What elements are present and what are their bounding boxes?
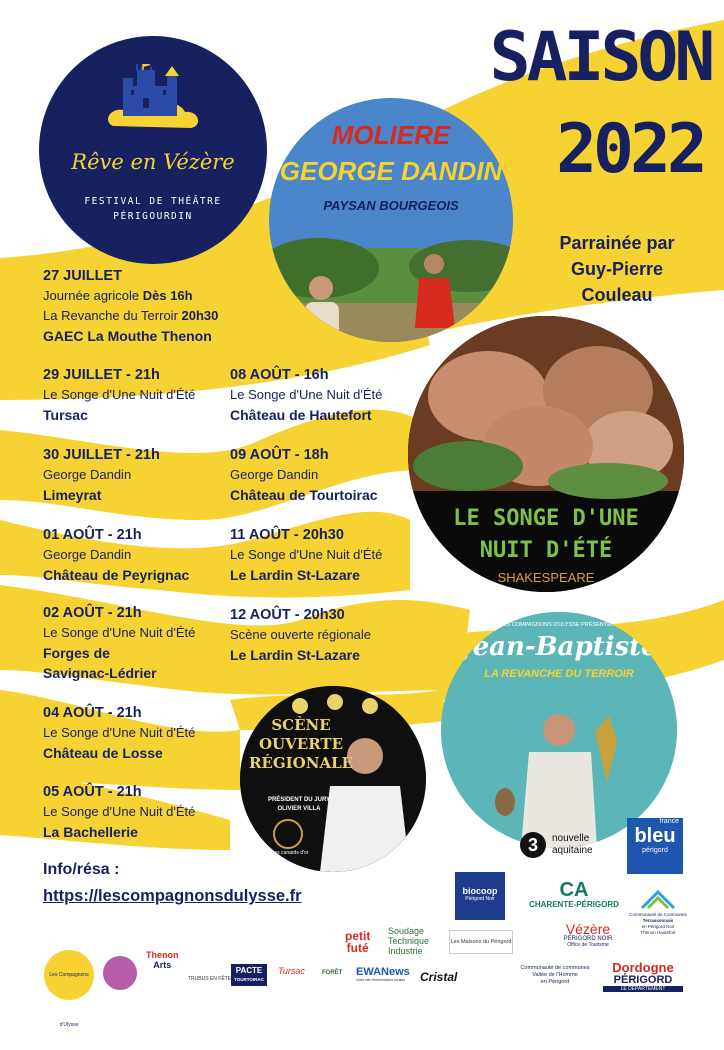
logo-tursac: Tursac: [278, 966, 305, 976]
event-line: [43, 286, 218, 306]
biocoop-name: biocoop: [462, 886, 498, 896]
festival-name: Rêve en Vézère: [71, 150, 235, 174]
logo-foret: FORÊT: [322, 970, 343, 976]
logo-dordogne: [603, 961, 683, 992]
logo-compagnons-ulysse: Les Compagnons d'Ulysse: [44, 950, 94, 1000]
logo-pacte: [231, 964, 267, 986]
event-date: 08 AOÛT - 16h: [230, 367, 329, 383]
logo-trubus: TRUBUS EN FÊTE: [188, 976, 232, 982]
poster-scene-image: [240, 686, 426, 872]
event-place: GAEC La Mouthe Thenon: [43, 328, 212, 344]
castle-icon: [103, 64, 203, 144]
event-line: [43, 306, 218, 326]
event-right-0: [230, 365, 382, 425]
poster-songe-author: SHAKESPEARE: [497, 570, 595, 585]
title-saison: SAISON: [489, 18, 712, 97]
logo-ewanews: [356, 966, 418, 982]
france3-line1: nouvelle: [552, 833, 590, 844]
poster-scene-line3: RÉGIONALE: [248, 754, 354, 772]
event-place: La Bachellerie: [43, 824, 138, 840]
poster-george-dandin: [269, 98, 513, 342]
event-place: Château de Tourtoirac: [230, 487, 378, 503]
poster-scene-jury1: PRÉSIDENT DU JURY: [267, 797, 331, 803]
event-left-5: [43, 703, 195, 763]
event-place: Château de Peyrignac: [43, 567, 190, 583]
event-place: Tursac: [43, 407, 88, 423]
event-place: Le Lardin St-Lazare: [230, 567, 360, 583]
logo-credit-agricole: CA CHARENTE-PÉRIGORD: [529, 879, 619, 909]
title-year: 2022: [556, 110, 704, 189]
event-place: Château de Losse: [43, 745, 163, 761]
festival-subtitle-line1: FESTIVAL DE THÉÂTRE: [84, 196, 222, 207]
event-line: Le Songe d'Une Nuit d'Été: [43, 387, 196, 402]
poster-jean-baptiste: [441, 612, 677, 848]
event-place: Château de Hautefort: [230, 407, 372, 423]
bleu-big: bleu: [634, 825, 676, 847]
poster-scene-title: [246, 716, 356, 773]
poster-scene-jury: [254, 796, 344, 814]
ca-name: CHARENTE-PÉRIGORD: [529, 900, 619, 909]
france3-line2: aquitaine: [552, 845, 593, 856]
dordogne-line2: PÉRIGORD: [613, 974, 673, 986]
ewa-name: EWANews: [356, 966, 410, 978]
event-line: Le Songe d'Une Nuit d'Été: [43, 725, 196, 740]
website-link[interactable]: https://lescompagnonsdulysse.fr: [43, 887, 302, 905]
event-right-1: [230, 445, 378, 505]
vezere-sub: PÉRIGORD NOIR: [563, 936, 613, 942]
logo-france3: [520, 832, 593, 858]
event-date: 27 JUILLET: [43, 268, 122, 284]
pacte-line2: TOURTOIRAC: [234, 977, 264, 982]
event-left-4: [43, 603, 195, 683]
event-place: Forges de: [43, 645, 110, 661]
bleu-small: france: [659, 818, 679, 825]
pacte-line1: PACTE: [235, 966, 263, 975]
terrassonnais-line1: Communauté de Communes: [629, 912, 687, 917]
event-line-text: La Revanche du Terroir: [43, 308, 182, 323]
petitfute-line2: futé: [346, 941, 369, 955]
event-right-2: [230, 525, 382, 585]
event-line-time: 20h30: [181, 308, 219, 323]
poster-moliere-author: MOLIERE: [331, 120, 451, 150]
event-left-6: [43, 782, 195, 842]
poster-jb-subtitle: LA REVANCHE DU TERROIR: [484, 668, 634, 680]
poster-scene-award: Les canards d'or: [271, 850, 309, 856]
poster-scene-ouverte: [240, 686, 426, 872]
logo-soudage: [388, 926, 429, 956]
petitfute-line1: petit: [345, 929, 371, 943]
terrassonnais-line3: en Périgord Noir: [641, 924, 675, 929]
event-date: 11 AOÛT - 20h30: [230, 527, 344, 543]
dordogne-line3: LE DÉPARTEMENT: [603, 986, 683, 992]
terrassonnais-line4: Thenon Hautefort: [640, 930, 676, 935]
event-left-2: [43, 445, 160, 505]
festival-logo: [39, 36, 267, 264]
sponsor-line2: Guy-Pierre: [570, 259, 664, 279]
poster-moliere-subtitle: PAYSAN BOURGEOIS: [323, 198, 459, 213]
logo-cristal: Cristal: [420, 970, 458, 984]
event-place: Le Lardin St-Lazare: [230, 647, 360, 663]
event-date: 12 AOÛT - 20h30: [230, 607, 345, 623]
event-date: 09 AOÛT - 18h: [230, 447, 329, 463]
event-line-time: Dès 16h: [142, 288, 193, 303]
event-date: 04 AOÛT - 21h: [43, 705, 142, 721]
event-line: Scène ouverte régionale: [230, 627, 371, 642]
thenon-name: Thenon: [146, 950, 179, 960]
vezere-name: Vézère: [565, 921, 611, 937]
biocoop-sub: Périgord Noir: [465, 896, 495, 902]
cc-vallee-line2: Vallée de l'Homme: [532, 972, 578, 978]
poster-jb-presenter: LES COMPAGNONS D'ULYSSE PRÉSENTENT: [499, 622, 619, 628]
info-label: Info/résa :: [43, 861, 120, 878]
terrassonnais-line2: Terrassonnais: [642, 918, 674, 923]
soudage-line2: Technique: [388, 936, 430, 946]
cc-vallee-line1: Communauté de communes: [520, 965, 590, 971]
event-line: Le Songe d'Une Nuit d'Été: [43, 804, 196, 819]
logo-floral: [103, 956, 137, 990]
event-date: 30 JUILLET - 21h: [43, 447, 160, 463]
poster-scene-line1: SCÈNE: [271, 716, 331, 734]
poster-songe: [408, 316, 684, 592]
event-place-cont: Savignac-Lédrier: [43, 665, 157, 681]
event-line: George Dandin: [230, 467, 319, 482]
poster-moliere-title: GEORGE DANDIN: [279, 156, 503, 186]
poster-songe-line1: LE SONGE D'UNE: [453, 506, 639, 531]
france3-num: 3: [520, 832, 546, 858]
logo-vezere: [548, 922, 628, 948]
sponsor-line3: Couleau: [581, 285, 653, 305]
event-line: Le Songe d'Une Nuit d'Été: [230, 547, 383, 562]
event-line-text: Journée agricole: [43, 288, 143, 303]
event-line: Le Songe d'Une Nuit d'Été: [230, 387, 383, 402]
logo-biocoop: [455, 872, 505, 920]
logo-france-bleu: [627, 818, 683, 874]
festival-subtitle: [39, 194, 267, 224]
dordogne-line1: Dordogne: [612, 960, 674, 975]
thenon-sub: Arts: [153, 960, 172, 970]
soudage-line1: Soudage: [388, 926, 425, 936]
logo-cc-vallee-homme: [512, 965, 598, 986]
event-date: 29 JUILLET - 21h: [43, 367, 160, 383]
event-date: 01 AOÛT - 21h: [43, 527, 142, 543]
logo-thenon-arts: [146, 950, 179, 970]
poster-songe-line2: NUIT D'ÉTÉ: [479, 538, 613, 563]
ewa-sub: Votre site d'informations locales: [356, 978, 406, 982]
event-place: Limeyrat: [43, 487, 102, 503]
logo-maisons-perigord: Les Maisons du Périgord: [449, 930, 513, 954]
event-right-3: [230, 605, 371, 665]
soudage-line3: Industrie: [388, 946, 423, 956]
event-left-0: [43, 266, 218, 346]
event-date: 05 AOÛT - 21h: [43, 784, 142, 800]
event-line: George Dandin: [43, 467, 132, 482]
info-block: [43, 857, 302, 909]
event-line: Le Songe d'Une Nuit d'Été: [43, 625, 196, 640]
event-left-3: [43, 525, 189, 585]
event-line: George Dandin: [43, 547, 132, 562]
logo-terrassonnais: [628, 890, 688, 936]
festival-subtitle-line2: PÉRIGOURDIN: [113, 211, 193, 222]
cc-vallee-line3: en Périgord: [540, 979, 570, 985]
poster-scene-line2: OUVERTE: [258, 735, 344, 753]
poster-jb-name: Jean-Baptiste: [460, 632, 658, 662]
poster-scene-jury2: OLIVIER VILLA: [277, 806, 321, 812]
vezere-sub2: Office de Tourisme: [567, 942, 609, 948]
logo-petit-fute: [345, 930, 370, 954]
sponsor-line1: Parrainée par: [559, 233, 675, 253]
event-date: 02 AOÛT - 21h: [43, 605, 142, 621]
terrassonnais-icon: [640, 890, 676, 910]
event-left-1: [43, 365, 195, 425]
bleu-region: périgord: [642, 847, 668, 854]
